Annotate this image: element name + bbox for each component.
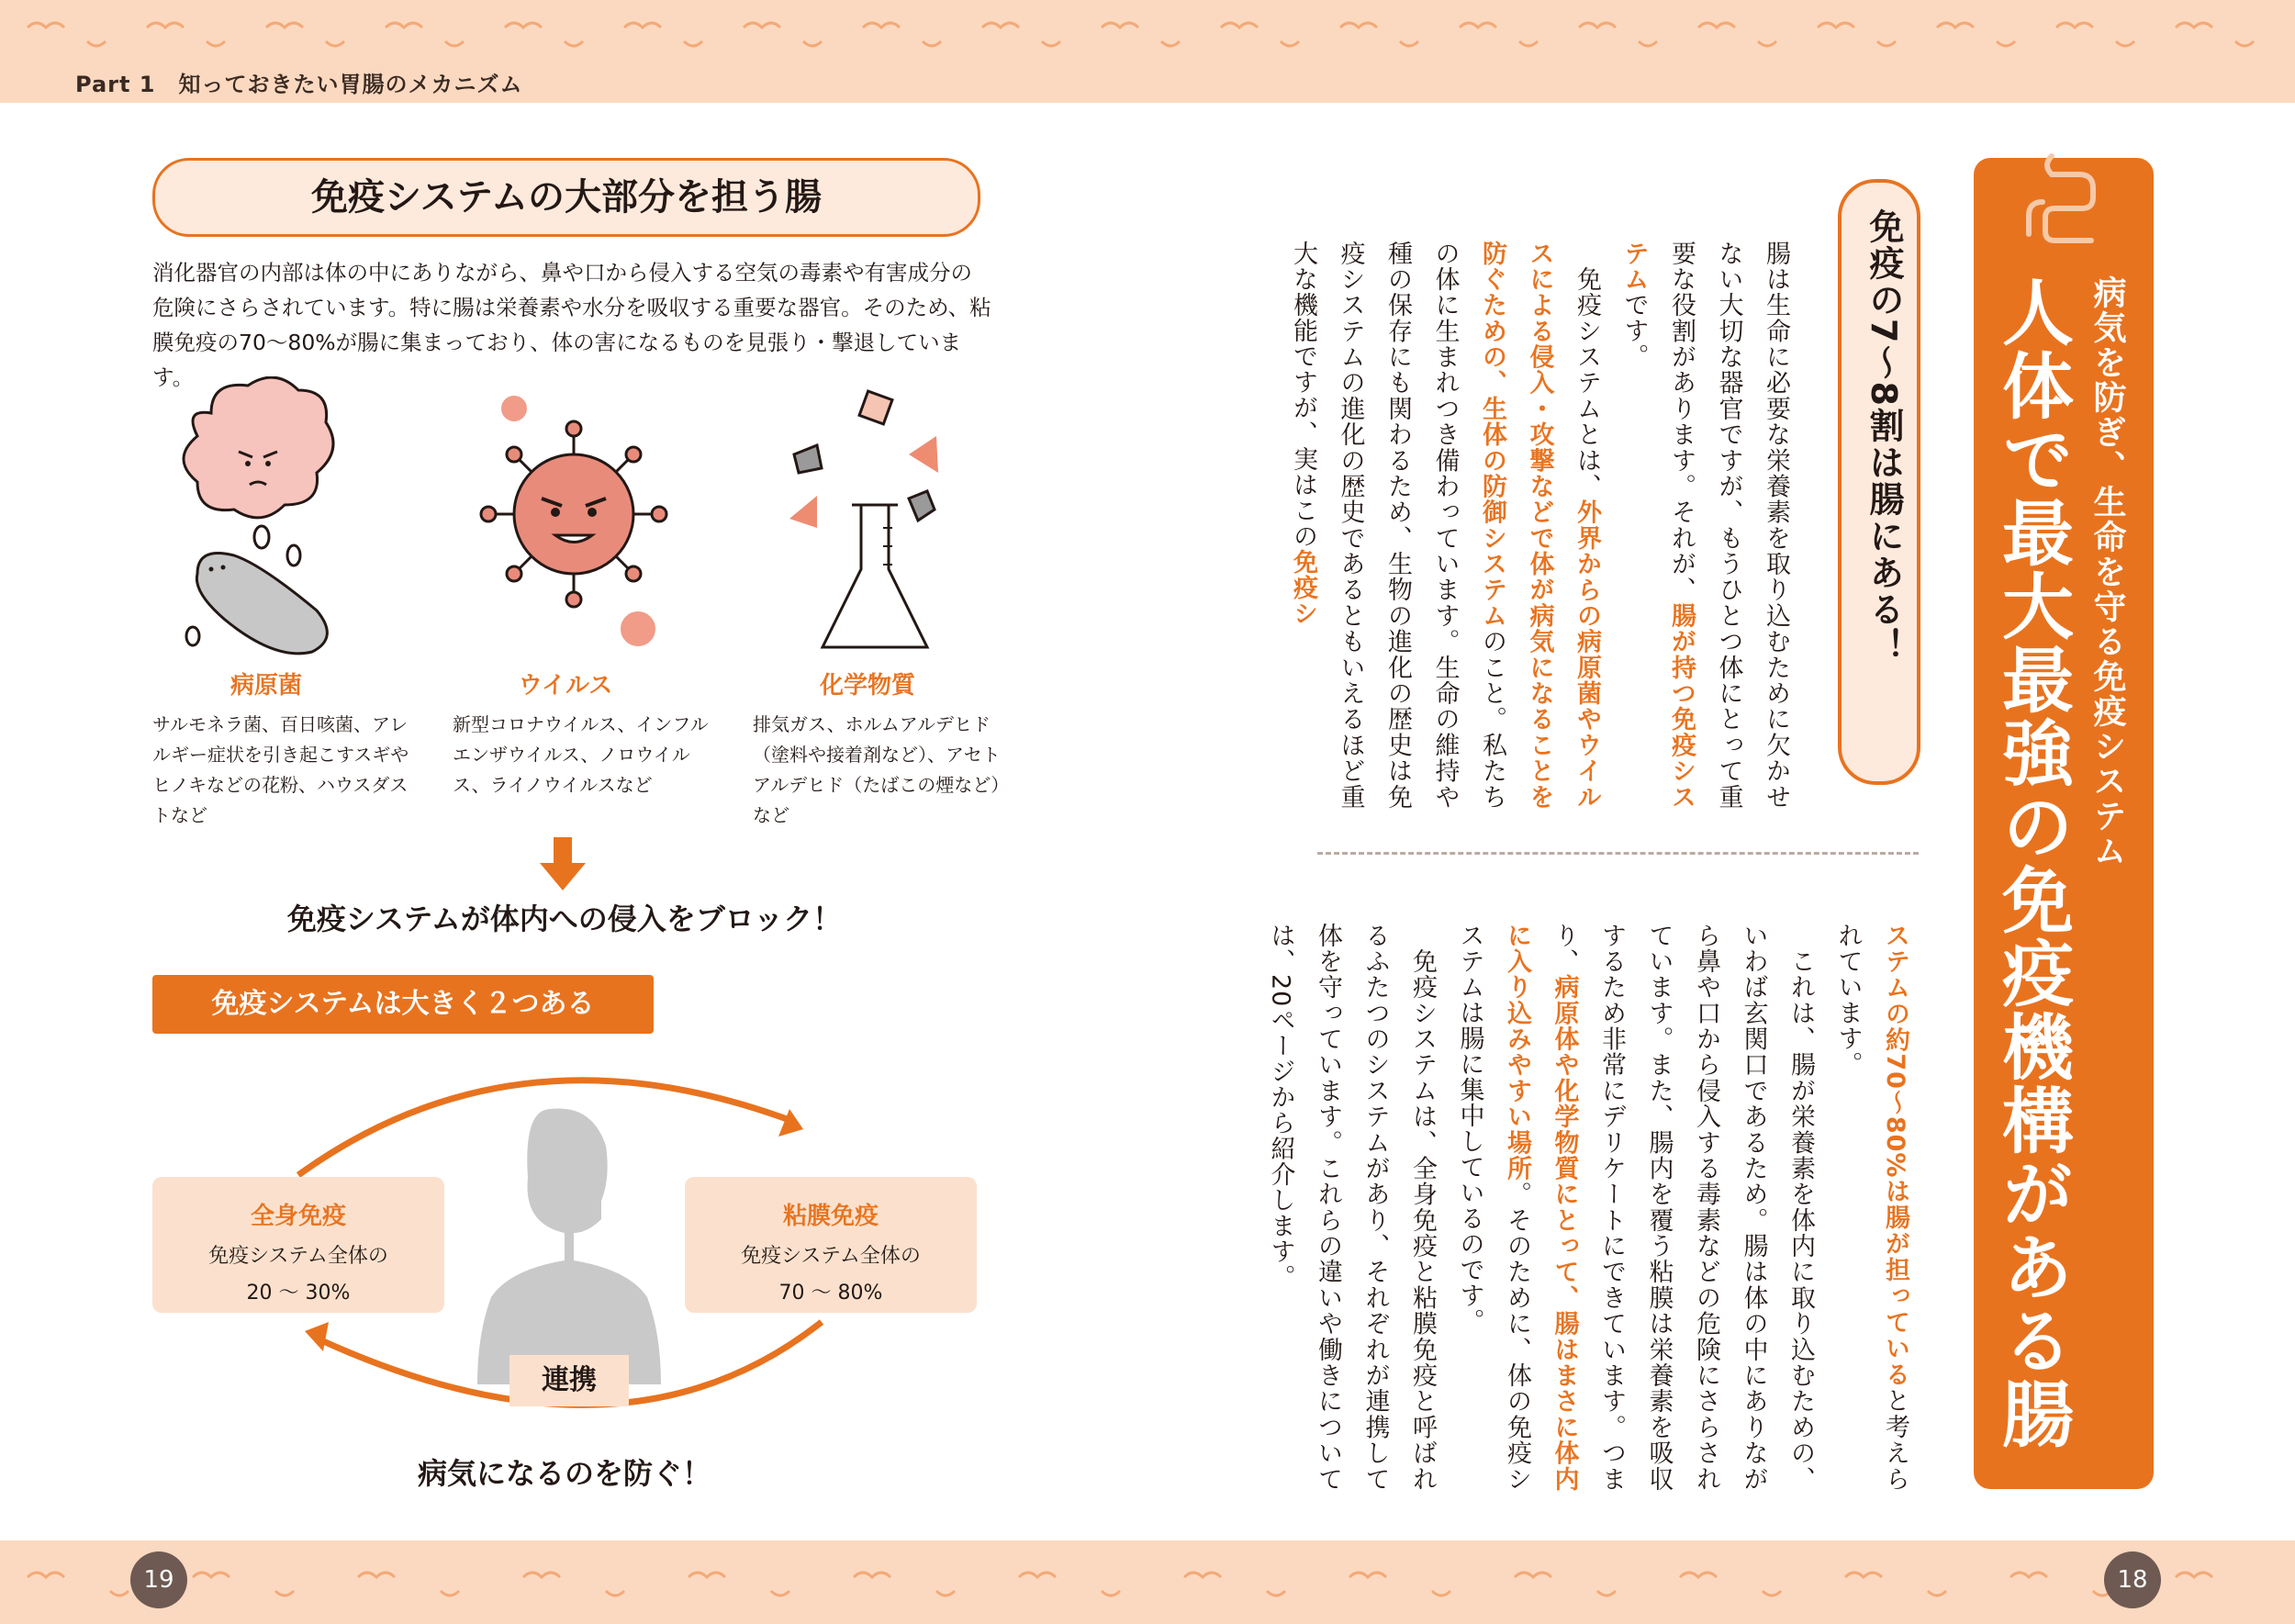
col6-a: 免疫システムは、全身免疫と粘膜免疫と呼ばれるふたつのシステムがあり、それぞれが連携して体を守っています。これらの違いや働きについては、20ページから紹介します。 xyxy=(1266,923,1437,1493)
section-heading-pill xyxy=(1838,179,1920,785)
virus-illustration xyxy=(477,381,679,656)
threat-text-virus: 新型コロナウイルス、インフルエンザウイルス、ノロウイルス、ライノウイルスなど xyxy=(453,713,709,796)
threat-title-chemical: 化学物質 xyxy=(819,672,915,700)
page-subtitle: 病気を防ぎ、生命を守る免疫システム xyxy=(2088,275,2126,868)
section-title: 免疫システムの大部分を担う腸 xyxy=(152,158,980,237)
block-message: 免疫システムが体内への侵入をブロック！ xyxy=(286,902,843,936)
footer-pattern xyxy=(0,1540,2295,1624)
col5-a: これは、腸が栄養素を体内に取り込むための、いわば玄関口であるため。腸は体の中にありながら鼻や口から侵入する毒素などの危険にさらされています。また、腸内を覆う粘膜は栄養素を吸収するため非常にデリケートにできています。つまり、 xyxy=(1550,923,1815,1493)
intestine-icon xyxy=(2024,147,2109,248)
threat-text-chemical: 排気ガス、ホルムアルデヒド（塗料や接着剤など）、アセトアルデヒド（たばこの煙など）など xyxy=(753,713,1010,826)
col1-c: です。 xyxy=(1619,292,1649,369)
bacteria-illustration xyxy=(174,376,340,661)
col5-b: 病原体や化学物質にとって、腸はまさに体内に入り込みやすい場所 xyxy=(1503,923,1579,1493)
col3-b: 免疫シ xyxy=(1289,549,1317,626)
down-arrow-icon xyxy=(540,837,586,890)
chemical-flask-illustration xyxy=(780,381,973,656)
col1-a: 腸は生命に必要な栄養素を取り込むために欠かせない大切な器官ですが、もうひとつ体にとって重要な役割があります。それが、 xyxy=(1667,241,1790,811)
systemic-line2: 20 ～ 30% xyxy=(246,1282,351,1305)
col3-a: 私たちの体に生まれつき備わっています。生命の維持や種の保存にも関わるため、生物の進化の歴史は免疫システムの進化の歴史であるともいえるほど重大な機能ですが、実はこの xyxy=(1289,241,1506,811)
page-number-right: 18 xyxy=(2104,1551,2161,1608)
col4-b: ステムの約70～80%は腸が担っている xyxy=(1881,923,1909,1388)
prevent-message: 病気になるのを防ぐ！ xyxy=(417,1456,711,1491)
threat-text-pathogen: サルモネラ菌、百日咳菌、アレルギー症状を引き起こすスギやヒノキなどの花粉、ハウスダストなど xyxy=(152,713,409,826)
page-title: 人体で最大最強の免疫機構がある腸 xyxy=(1990,275,2073,1450)
mucosal-line2: 70 ～ 80% xyxy=(778,1282,883,1305)
cooperation-label: 連携 xyxy=(509,1355,629,1406)
two-systems-label: 免疫システムは大きく２つある xyxy=(152,975,654,1034)
mucosal-title: 粘膜免疫 xyxy=(782,1203,879,1230)
threat-title-pathogen: 病原菌 xyxy=(230,672,302,700)
systemic-immunity-box xyxy=(152,1177,444,1313)
systemic-line1: 免疫システム全体の xyxy=(208,1245,388,1268)
page-number-left: 19 xyxy=(130,1551,187,1608)
col1-b: 腸が持つ免疫システム xyxy=(1619,241,1696,811)
col2-c: のこと。 xyxy=(1478,628,1506,733)
section-heading: 免疫の7～8割は腸にある！ xyxy=(1864,208,1904,665)
threat-title-virus: ウイルス xyxy=(518,672,613,700)
col2-b: 外界からの病原菌やウイルスによる侵入・攻撃などで体が病気になることを防ぐための、生体の防御システム xyxy=(1478,241,1601,811)
systemic-title: 全身免疫 xyxy=(250,1203,346,1230)
col4-c: と考えられています。 xyxy=(1833,923,1909,1492)
col5-c: 。そのために、体の免疫システムは腸に集中しているのです。 xyxy=(1455,923,1531,1493)
col2-a: 免疫システムとは、 xyxy=(1573,266,1601,499)
footer-band xyxy=(0,1540,2295,1624)
body-text-upper xyxy=(1289,241,1799,811)
intro-text: 消化器官の内部は体の中にありながら、鼻や口から侵入する空気の毒素や有害成分の危険にさらされています。特に腸は栄養素や水分を吸収する重要な器官。そのため、粘膜免疫の70～80%が腸に集まっており、体の害になるものを見張り・撃退しています。 xyxy=(152,260,991,390)
divider xyxy=(1317,852,1919,855)
part-label: Part 1 知っておきたい胃腸のメカニズム xyxy=(75,72,523,97)
mucosal-line1: 免疫システム全体の xyxy=(741,1245,921,1268)
body-text-lower xyxy=(1266,923,1919,1493)
mucosal-immunity-box xyxy=(685,1177,977,1313)
human-silhouette xyxy=(464,1100,675,1384)
